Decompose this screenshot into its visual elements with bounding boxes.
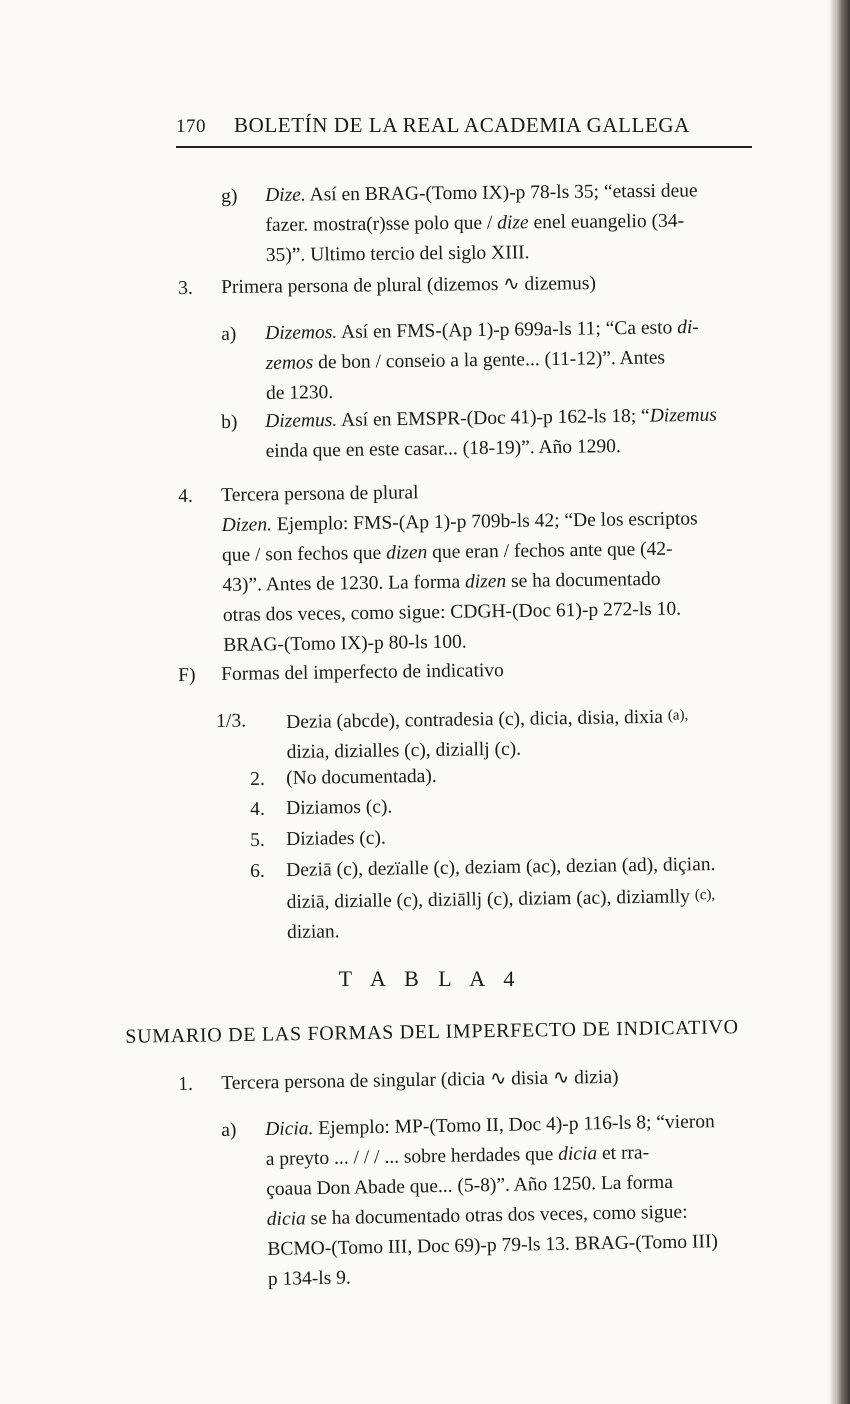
running-head <box>176 113 756 138</box>
entry-f6-line-1: Deziā (c), dezïalle (c), deziam (ac), dezian (ad), diçian. <box>286 854 716 881</box>
entry-g-line-1: Dize. Así en BRAG-(Tomo IX)-p 78-ls 35; “etassi deue <box>265 180 698 206</box>
entry-3b-line-2: einda que en este casar... (18-19)”. Año 1290. <box>265 436 621 462</box>
scan-shadow <box>829 0 836 1404</box>
entry-3b <box>265 399 841 467</box>
entry-t1a-line-1: Dicia. Ejemplo: MP-(Tomo II, Doc 4)-p 116-ls 8; “vieron <box>265 1111 715 1140</box>
entry-4-line-0: Tercera persona de plural <box>221 482 419 506</box>
list-label-f2: 2. <box>250 768 265 790</box>
table-subtitle <box>125 1016 739 1049</box>
list-label-4: 4. <box>178 485 193 507</box>
entry-4-line-1: Dizen. Ejemplo: FMS-(Ap 1)-p 709b-ls 42; “De los escriptos <box>221 508 698 536</box>
header-rule <box>176 146 752 148</box>
entry-f4-line-1: Diziamos (c). <box>286 796 393 819</box>
list-label-3b: b) <box>221 411 238 433</box>
list-label-t1a: a) <box>221 1119 237 1141</box>
entry-t1-line-1: Tercera persona de singular (dicia ∿ disia ∿ dizia) <box>221 1066 619 1094</box>
list-label-t1: 1. <box>178 1073 194 1095</box>
entry-f2-line-1: (No documentada). <box>286 765 437 789</box>
entry-1-3-line-1: Dezia (abcde), contradesia (c), dicia, disia, dixia $^{(a),}$ <box>286 706 689 733</box>
entry-1-3 <box>286 698 847 768</box>
table-subtitle-text: SUMARIO DE LAS FORMAS DEL IMPERFECTO DE INDICATIVO <box>125 1016 739 1048</box>
entry-t1a-line-2: a preyto ... / / / ... sobre herdades que dicia et rra- <box>265 1142 650 1170</box>
entry-1-3-line-2: dizia, dizialles (c), diziallj (c). <box>286 738 522 763</box>
entry-t1 <box>221 1059 841 1099</box>
entry-t1a-line-5: BCMO-(Tomo III, Doc 69)-p 79-ls 13. BRAG-(Tomo III) <box>267 1231 719 1260</box>
swung-dash-icon-2: ∿ <box>552 1067 570 1089</box>
entry-g <box>265 175 826 271</box>
entry-g-line-2: fazer. mostra(r)sse polo que / dize enel euangelio (34- <box>265 210 685 236</box>
entry-F-line-1: Formas del imperfecto de indicativo <box>221 660 504 685</box>
entry-t1a-line-6: p 134-ls 9. <box>267 1267 351 1290</box>
list-label-1-3: 1/3. <box>216 710 247 732</box>
list-label-f4: 4. <box>250 798 265 820</box>
swung-dash-icon: ∿ <box>503 273 520 296</box>
entry-4-line-4: otras dos veces, como sigue: CDGH-(Doc 61)-p 272-ls 10. <box>222 598 682 626</box>
list-label-g: g) <box>221 185 238 207</box>
entry-t1a-line-3: çoaua Don Abade que... (5-8)”. Año 1250. La forma <box>266 1171 674 1200</box>
entry-4 <box>221 472 833 660</box>
entry-3b-line-1: Dizemus. Así en EMSPR-(Doc 41)-p 162-ls 18; “Dizemus <box>265 404 718 432</box>
entry-4-line-2: que / son fechos que dizen que eran / fechos ante que (42- <box>221 538 673 566</box>
entry-t1a <box>265 1105 850 1295</box>
journal-title-text: BOLETÍN DE LA REAL ACADEMIA GALLEGA <box>234 113 690 137</box>
list-label-3a: a) <box>221 323 237 345</box>
list-label-3: 3. <box>178 277 193 299</box>
entry-3a-line-2: zemos de bon / conseio a la gente... (11-12)”. Antes <box>265 347 666 374</box>
entry-t1a-line-4: dicia se ha documentado otras dos veces, como sigue: <box>266 1201 688 1230</box>
list-label-F: F) <box>178 664 196 686</box>
folio-number: 170 <box>176 116 206 137</box>
entry-f6 <box>286 848 847 948</box>
table-heading: T A B L A 4 <box>338 966 522 991</box>
entry-3a-line-3: de 1230. <box>265 382 334 404</box>
list-label-f5: 5. <box>250 829 265 851</box>
list-label-f6: 6. <box>250 860 265 882</box>
journal-title <box>234 113 690 138</box>
entry-3a-line-1: Dizemos. Así en FMS-(Ap 1)-p 699a-ls 11; “Ca esto di- <box>265 316 699 344</box>
entry-f6-line-2: diziā, dizialle (c), diziāllj (c), diziam (ac), diziamlly $^{(c),}$ <box>286 886 716 913</box>
entry-4-line-3: 43)”. Antes de 1230. La forma dizen se ha documentado <box>222 568 661 596</box>
entry-4-line-5: BRAG-(Tomo IX)-p 80-ls 100. <box>223 631 467 656</box>
entry-3 <box>221 267 821 303</box>
swung-dash-icon: ∿ <box>489 1068 507 1090</box>
entry-f5-line-1: Diziades (c). <box>286 827 386 850</box>
entry-g-line-3: 35)”. Ultimo tercio del siglo XIII. <box>265 242 530 266</box>
entry-3a <box>265 311 836 409</box>
entry-f4 <box>286 788 706 824</box>
entry-f6-line-3: dizian. <box>286 921 340 943</box>
scan-gutter-edge <box>836 0 850 1404</box>
entry-f5 <box>286 819 706 855</box>
entry-3-line-1: Primera persona de plural (dizemos ∿ dizemus) <box>221 273 597 298</box>
